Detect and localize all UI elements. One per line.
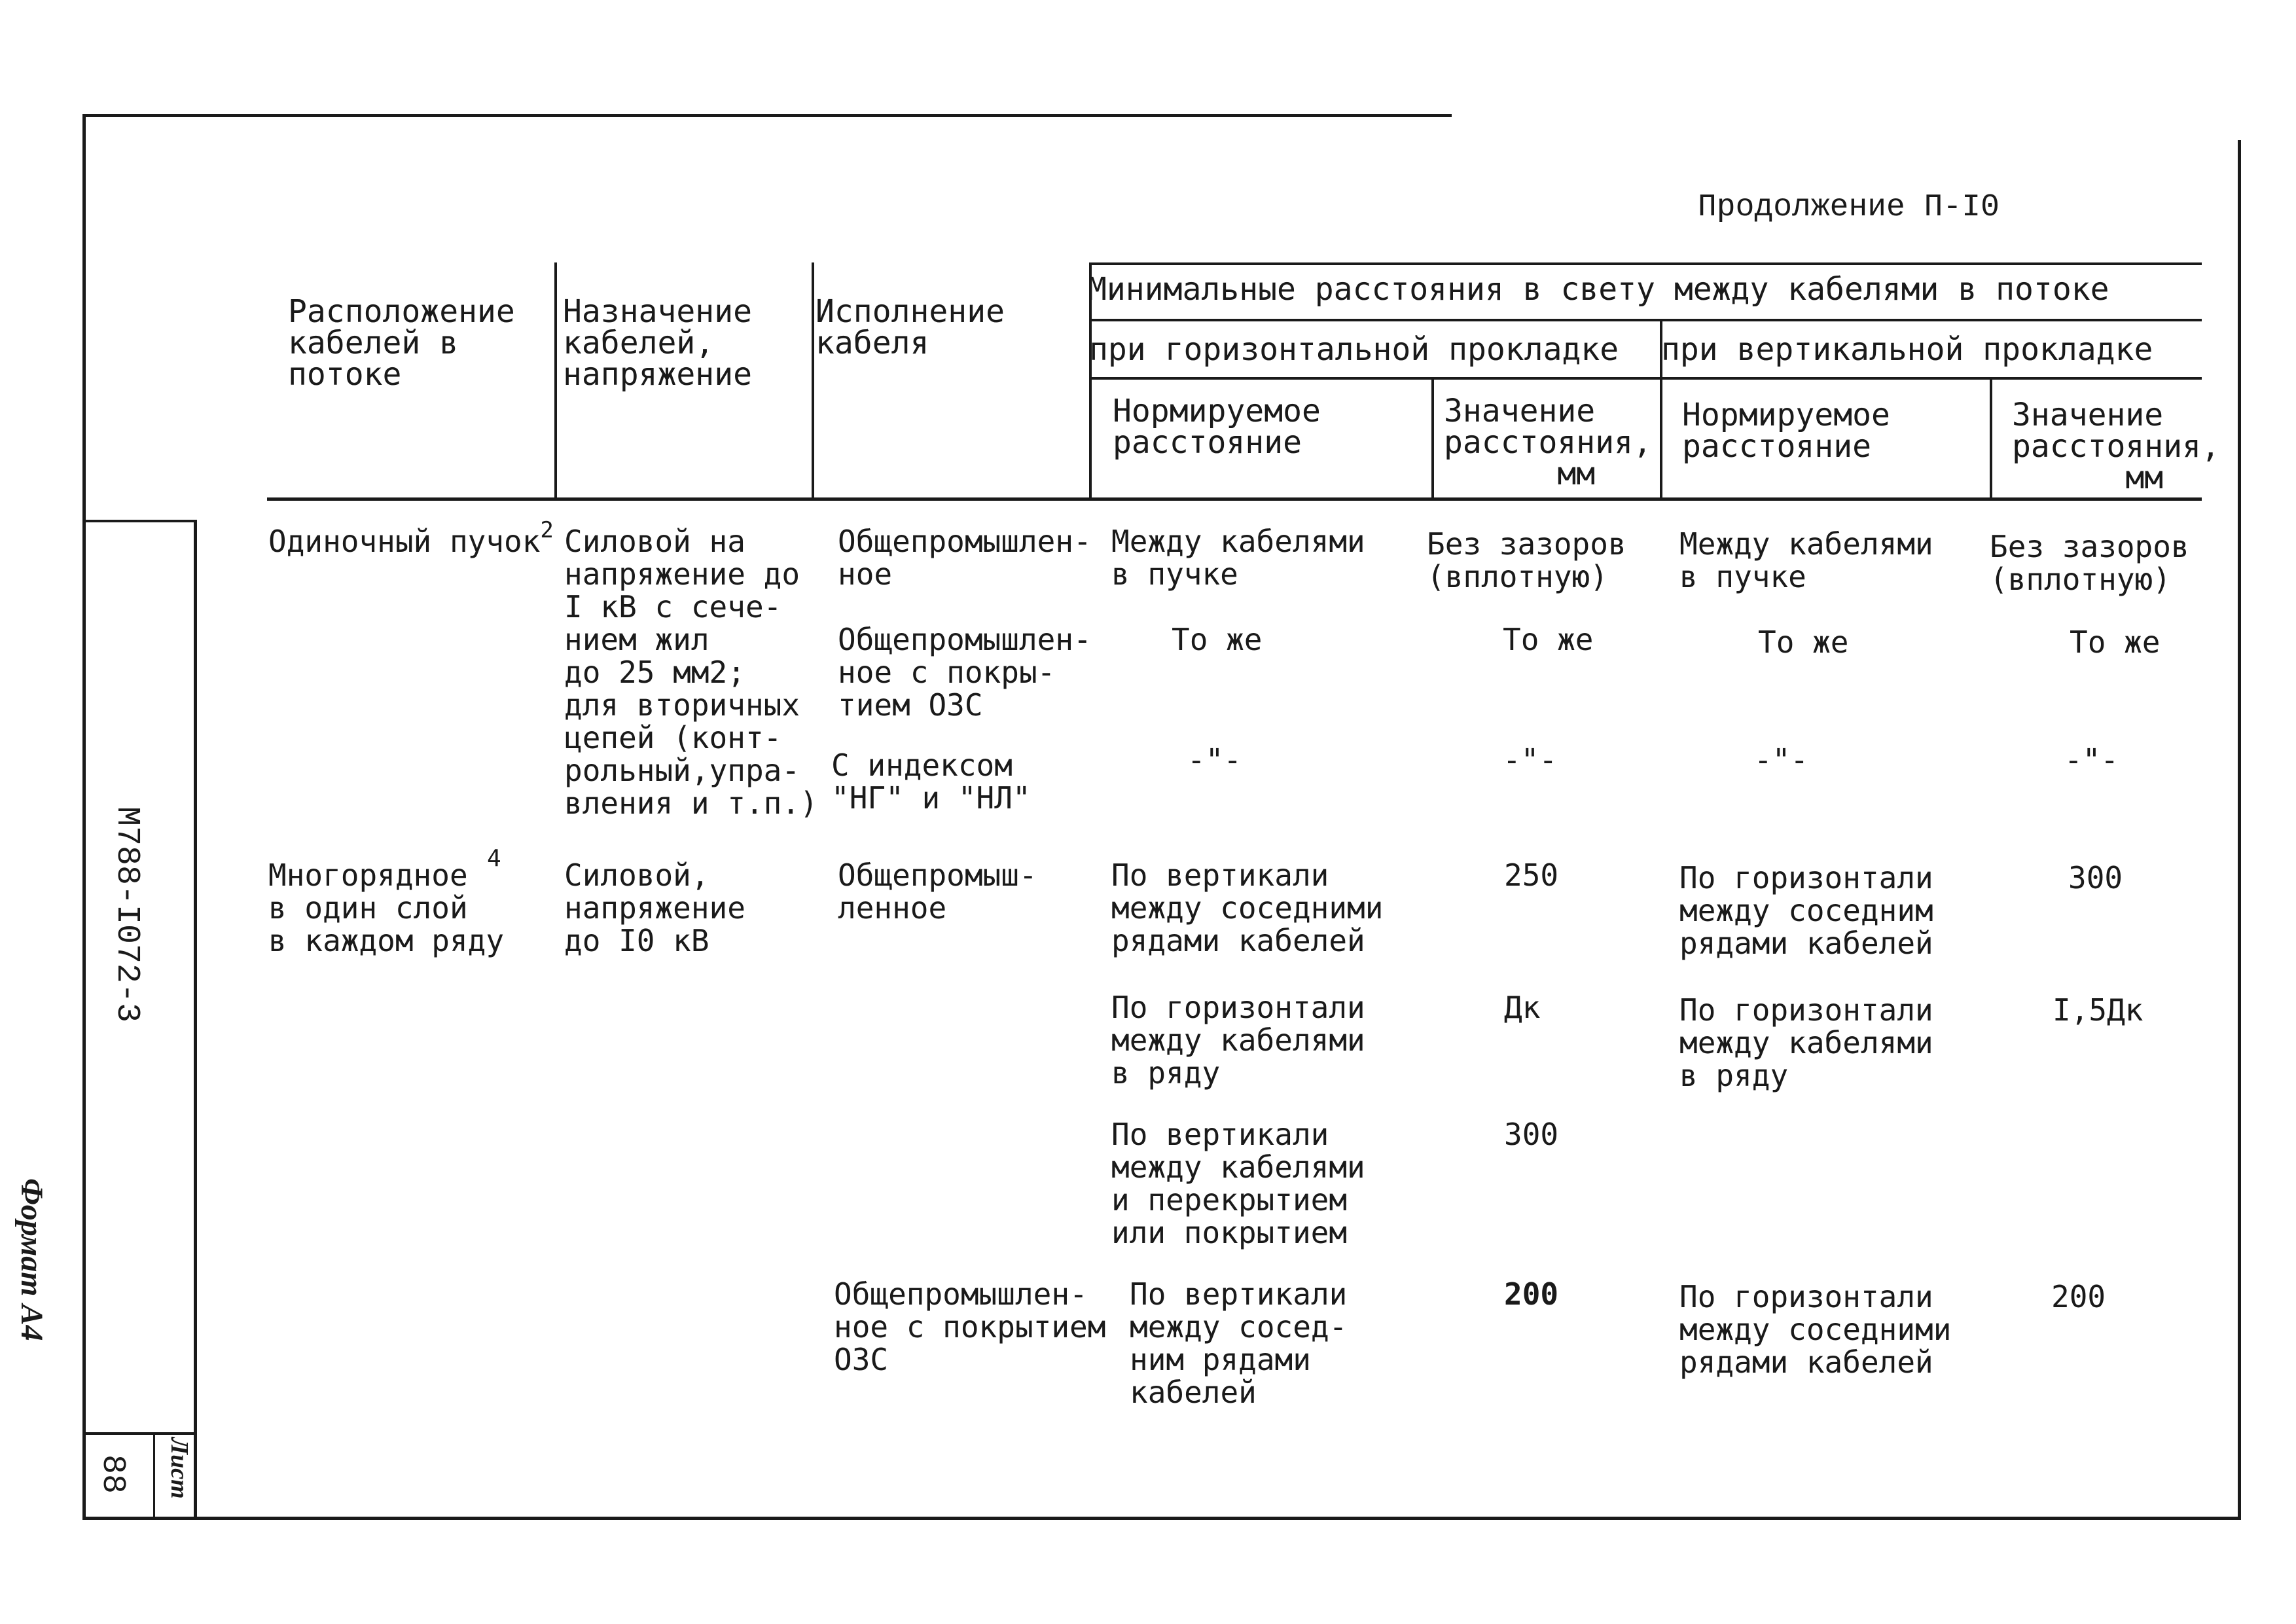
col-line-2 (812, 262, 814, 499)
header-v-value: Значение расстояния, мм (2012, 397, 2220, 496)
g1-r2-v-value: То же (2070, 624, 2161, 660)
g2-r2-h-norm: По горизонтали между кабелями в ряду (1111, 990, 1365, 1091)
header-v-norm: Нормируемое расстояние (1682, 397, 1890, 465)
table-header-sub2 (1089, 377, 2202, 380)
group2-purpose: Силовой, напряжение до I0 кВ (564, 857, 745, 958)
g2-r1-h-norm: По вертикали между соседними рядами кабелей (1111, 857, 1384, 958)
g2-r2-v-value: I,5Дк (2053, 992, 2144, 1028)
col-line-4 (1431, 377, 1434, 499)
table-header-bottom (267, 497, 2202, 501)
col-line-1 (554, 262, 557, 499)
g1-r3-h-norm: -"- (1187, 742, 1242, 778)
col-line-6 (1990, 377, 1992, 499)
g1-r3-h-value: -"- (1503, 742, 1558, 778)
group2-location-sup: 4 (487, 845, 501, 872)
g2-r4-h-norm: По вертикали между сосед- ним рядами кабелей (1130, 1276, 1348, 1410)
header-horizontal: при горизонтальной прокладке (1089, 331, 1619, 368)
stamp-right-line (194, 520, 197, 1520)
stamp-top-line (84, 520, 196, 522)
g1-r2-h-value: То же (1503, 622, 1594, 657)
g2-r1-v-norm: По горизонтали между соседним рядами кабелей (1679, 860, 1933, 961)
g2-r2-h-value: Дк (1504, 990, 1541, 1025)
g2-r4-execution: Общепромышлен- ное с покрытием ОЗС (834, 1276, 1106, 1377)
g1-r1-execution: Общепромышлен- ное (838, 524, 1092, 592)
group1-location-sup: 2 (540, 517, 554, 543)
g2-r4-h-value: 200 (1504, 1276, 1559, 1312)
sheet-label: Лист (166, 1437, 193, 1499)
g1-r3-execution: С индексом "НГ" и "НЛ" (831, 748, 1031, 816)
group1-purpose: Силовой на напряжение до I кВ с сече- нием жил до 25 мм2; для вторичных цепей (конт- рольный,упра- вления и т.п.) (564, 524, 818, 821)
group1-location-text: Одиночный пучок (268, 524, 541, 559)
frame-left-line (82, 114, 86, 1520)
continuation-label: Продолжение П-I0 (1698, 190, 2000, 225)
group1-location (268, 517, 554, 559)
header-execution: Исполнение кабеля (816, 293, 1005, 361)
frame-bottom-line (82, 1517, 2241, 1520)
doc-code: М788-I072-3 (108, 806, 145, 1023)
group2-location (268, 859, 504, 957)
frame-right-line (2238, 140, 2241, 1520)
g1-r3-v-norm: -"- (1754, 742, 1809, 778)
g1-r2-h-norm: То же (1172, 622, 1263, 657)
g2-r1-execution: Общепромыш- ленное (838, 857, 1037, 926)
header-purpose: Назначение кабелей, напряжение (563, 293, 752, 393)
header-location: Расположение кабелей в потоке (288, 293, 515, 393)
format-label: Формат А4 (14, 1178, 49, 1341)
g1-r3-v-value: -"- (2064, 742, 2119, 778)
group2-location-text: Многорядное в один слой в каждом ряду (268, 857, 505, 958)
stamp-sheet-vline (153, 1432, 155, 1519)
header-min-distances: Минимальные расстояния в свету между кабелями в потоке (1088, 271, 2109, 308)
g2-r3-h-value: 300 (1504, 1117, 1559, 1152)
g2-r4-v-value: 200 (2051, 1279, 2106, 1314)
g2-r3-h-norm: По вертикали между кабелями и перекрытием или покрытием (1111, 1117, 1365, 1250)
g1-r1-h-norm: Между кабелями в пучке (1111, 524, 1365, 592)
header-vertical: при вертикальной прокладке (1661, 331, 2153, 368)
stamp-sheet-divider (84, 1432, 196, 1435)
header-h-norm: Нормируемое расстояние (1113, 393, 1321, 461)
sheet-number: 88 (94, 1454, 131, 1494)
g2-r1-v-value: 300 (2068, 860, 2123, 895)
g1-r1-v-norm: Между кабелями в пучке (1679, 526, 1933, 594)
g1-r1-v-value: Без зазоров (вплотную) (1990, 529, 2189, 597)
g1-r2-v-norm: То же (1758, 624, 1849, 660)
g1-r1-h-value: Без зазоров (вплотную) (1427, 526, 1626, 594)
table-header-sub1 (1089, 319, 2202, 321)
frame-top-line (84, 114, 1452, 117)
header-h-value: Значение расстояния, мм (1444, 393, 1652, 492)
g2-r2-v-norm: По горизонтали между кабелями в ряду (1679, 992, 1933, 1093)
g1-r2-execution: Общепромышлен- ное с покры- тием ОЗС (838, 622, 1092, 723)
g2-r4-v-norm: По горизонтали между соседними рядами кабелей (1679, 1279, 1952, 1380)
g2-r1-h-value: 250 (1504, 857, 1559, 893)
table-header-top (1089, 262, 2202, 265)
